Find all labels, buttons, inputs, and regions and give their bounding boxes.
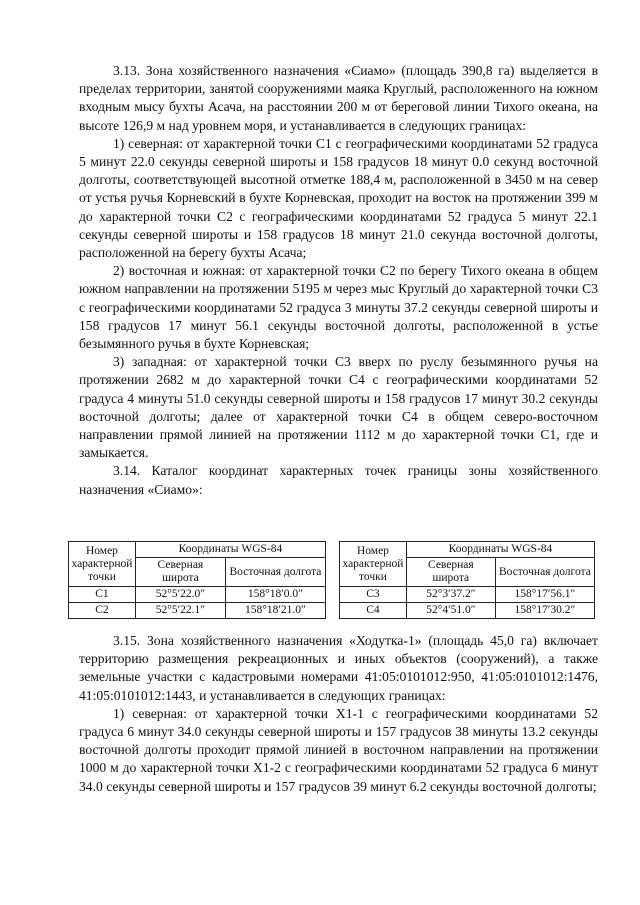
paragraph-3-13-west: 3) западная: от характерной точки С3 вверх по руслу безымянного ручья на протяжении 2682 м до характерной точки С4 с географическими координатами 52 градуса 4 минуты 51.0 секунды северной широты и 158 градусов 17 минут 30.2 секунды восточной долготы; далее от характерной точки С4 в общем северо-восточном направлении прямой линией на протяжении 1112 м до характерной точки С1, где и замыкается. — [79, 354, 598, 461]
table-row — [340, 587, 595, 603]
paragraph-3-13: 3.13. Зона хозяйственного назначения «Сиамо» (площадь 390,8 га) выделяется в пределах территории, занятой сооружениями маяка Круглый, расположенного на южном входным мысу бухты Асача, на расстоянии 200 м от береговой линии Тихого океана, на высоте 126,9 м над уровнем моря, и устанавливается в следующих границах: — [79, 63, 598, 133]
header-coords: Координаты WGS-84 — [135, 542, 325, 558]
cell-lat: 52°4′51.0″ — [406, 603, 495, 619]
coord-table-left — [68, 541, 326, 619]
cell-point: С3 — [340, 587, 407, 603]
cell-lon: 158°17′30.2″ — [495, 603, 594, 619]
coord-table-right — [339, 541, 595, 619]
cell-lon: 158°18′21.0″ — [225, 603, 325, 619]
header-latitude: Северная широта — [135, 558, 225, 587]
cell-point: С2 — [69, 603, 136, 619]
header-longitude: Восточная долгота — [495, 558, 594, 587]
text-block-upper — [79, 62, 598, 499]
table-row — [69, 587, 326, 603]
paragraph-3-14: 3.14. Каталог координат характерных точек границы зоны хозяйственного назначения «Сиамо»: — [79, 463, 598, 497]
table-row — [340, 603, 595, 619]
text-block-lower — [79, 632, 598, 796]
cell-point: С4 — [340, 603, 407, 619]
paragraph-3-15: 3.15. Зона хозяйственного назначения «Ходутка-1» (площадь 45,0 га) включает территорию размещения рекреационных и иных объектов (сооружений), а также земельные участки с кадастровыми номерами 41:05:0101012:950, 41:05:0101012:1476, 41:05:0101012:1443, и устанавливается в следующих границах: — [79, 633, 598, 703]
header-point-number: Номер характерной точки — [340, 542, 407, 587]
cell-lon: 158°17′56.1″ — [495, 587, 594, 603]
cell-lon: 158°18′0.0″ — [225, 587, 325, 603]
cell-lat: 52°5′22.0″ — [135, 587, 225, 603]
header-longitude: Восточная долгота — [225, 558, 325, 587]
cell-lat: 52°5′22.1″ — [135, 603, 225, 619]
header-point-number: Номер характерной точки — [69, 542, 136, 587]
cell-lat: 52°3′37.2″ — [406, 587, 495, 603]
paragraph-3-13-east-south: 2) восточная и южная: от характерной точки С2 по берегу Тихого океана в общем южном направлении на протяжении 5195 м через мыс Круглый до характерной точки С3 с географическими координатами 52 градуса 3 минуты 37.2 секунды северной широты и 158 градусов 17 минут 56.1 секунды восточной долготы, расположенной в устье безымянного ручья в бухте Корневская; — [79, 263, 598, 352]
table-row — [69, 603, 326, 619]
cell-point: С1 — [69, 587, 136, 603]
header-coords: Координаты WGS-84 — [406, 542, 594, 558]
paragraph-3-15-north: 1) северная: от характерной точки Х1-1 с географическими координатами 52 градуса 6 минут 34.0 секунды северной широты и 157 градусов 38 минуты 13.2 секунды восточной долготы проходит прямой линией в восточном направлении на протяжении 1000 м до характерной точки Х1-2 с географическими координатами 52 градуса 6 минут 34.0 секунды северной широты и 157 градусов 39 минут 6.2 секунды восточной долготы; — [79, 705, 598, 794]
paragraph-3-13-north: 1) северная: от характерной точки С1 с географическими координатами 52 градуса 5 минут 22.0 секунды северной широты и 158 градусов 18 минут 0.0 секунд восточной долготы, соответствующей высотной отметке 188,4 м, расположенной в 3450 м на север от устья ручья Корневский в бухте Корневская, проходит на восток на протяжении 399 м до характерной точки С2 с географическими координатами 52 градуса 5 минут 22.1 секунды северной широты и 158 градусов 18 минут 21.0 секунда восточной долготы, расположенной на берегу бухты Асача; — [79, 135, 598, 261]
header-latitude: Северная широта — [406, 558, 495, 587]
